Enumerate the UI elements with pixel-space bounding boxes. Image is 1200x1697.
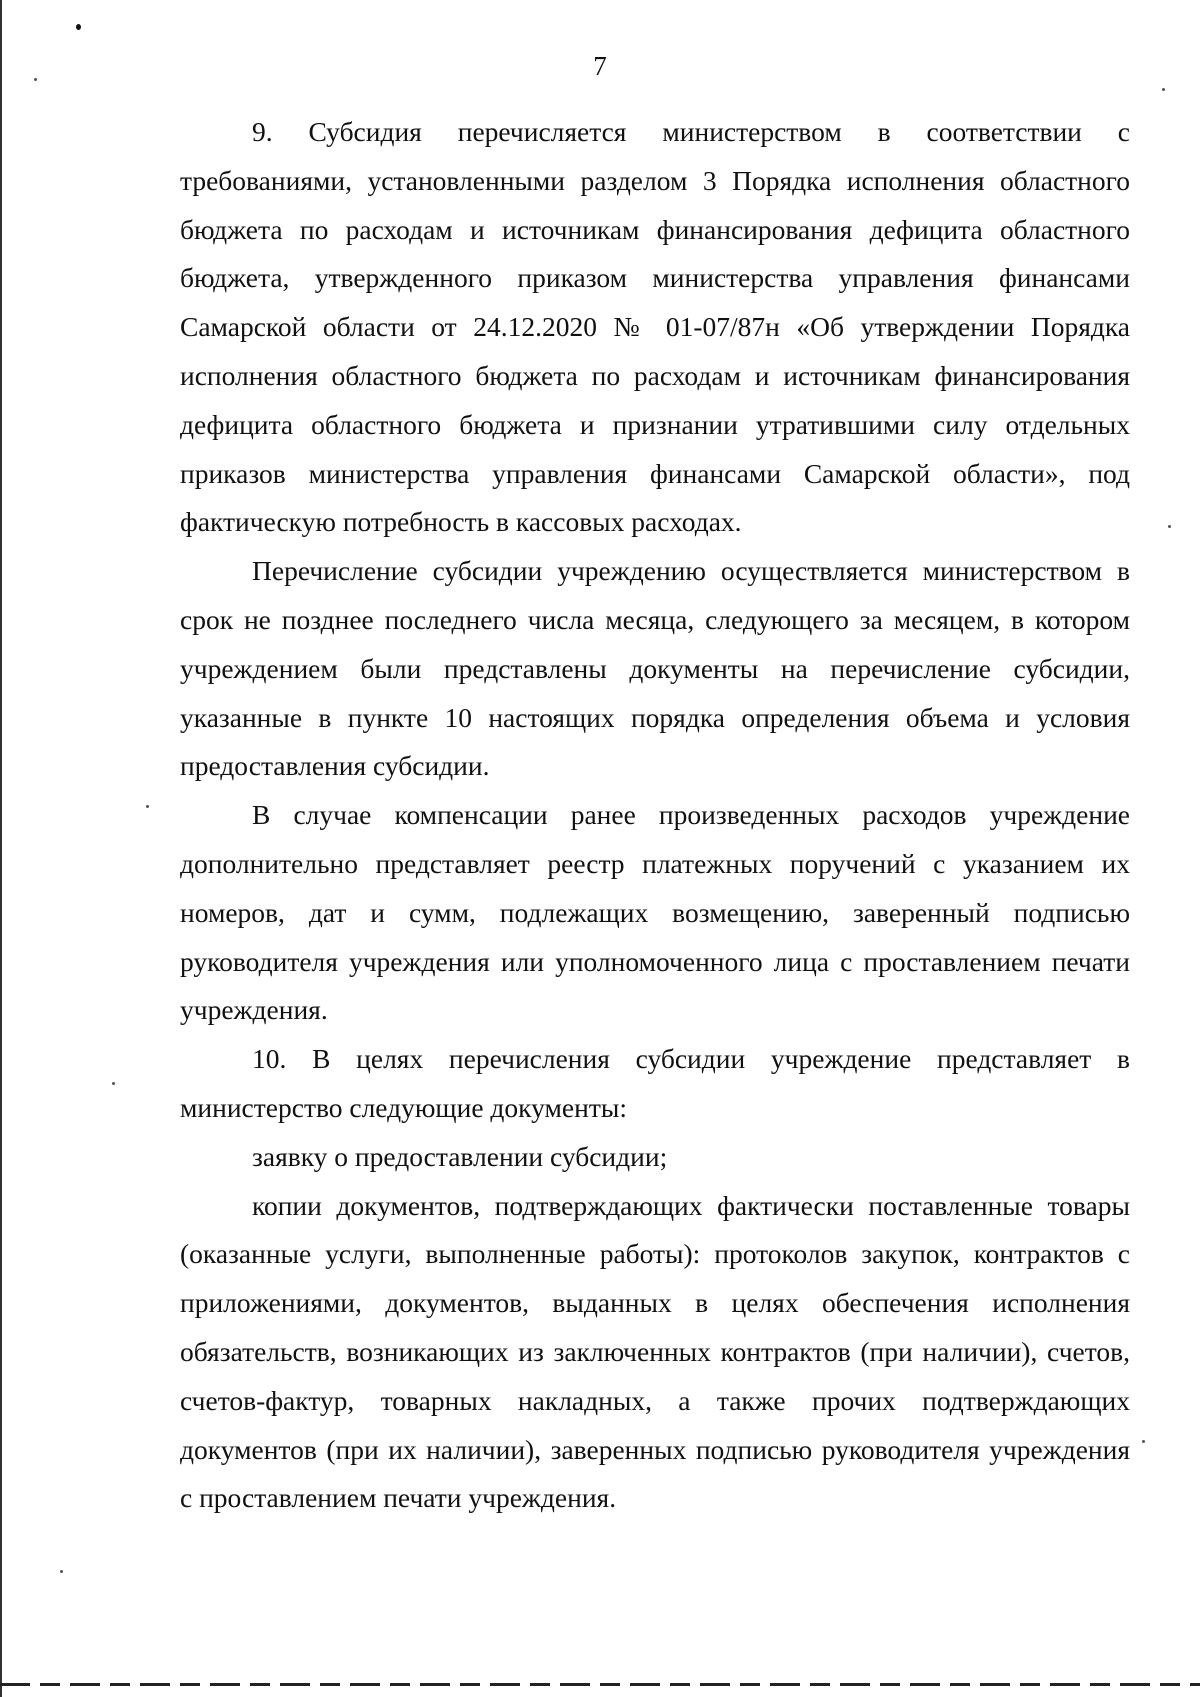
paragraph-document-copies: копии документов, подтверждающих фактически поставленные товары (оказанные услуги, выполненные работы): протоколов закупок, контрактов с приложениями, документов, выданных в целях обеспечения исполнения обязательств, возникающих из заключенных контрактов (при наличии), счетов, счетов-фактур, товарных накладных, а также прочих подтверждающих документов (при их наличии), заверенных подписью руководителя учреждения с проставлением печати учреждения. [180,1189,1130,1514]
scan-bottom-edge [0,1683,1200,1686]
paragraph-item-10: 10. В целях перечисления субсидии учреждение представляет в министерство следующие документы: [180,1043,1130,1123]
scan-edge-line [0,0,2,1697]
document-body [180,108,1130,1523]
paragraph-compensation: В случае компенсации ранее произведенных расходов учреждение дополнительно представляет реестр платежных поручений с указанием их номеров, дат и сумм, подлежащих возмещению, заверенный подписью руководителя учреждения или уполномоченного лица с проставлением печати учреждения. [180,799,1130,1026]
scan-speck [112,1082,115,1085]
scan-speck [1168,525,1171,528]
scan-speck [60,1570,63,1573]
paragraph-item-9: 9. Субсидия перечисляется министерством в соответствии с требованиями, установленными разделом 3 Порядка исполнения областного бюджета по расходам и источникам финансирования дефицита областного бюджета, утвержденного приказом министерства управления финансами Самарской области от 24.12.2020 № 01-07/87н «Об утверждении Порядка исполнения областного бюджета по расходам и источникам финансирования дефицита областного бюджета и признании утратившими силу отдельных приказов министерства управления финансами Самарской области», под фактическую потребность в кассовых расходах. [180,116,1130,538]
scan-speck [1142,1440,1145,1443]
scan-speck [76,24,81,30]
page-number: 7 [593,51,607,81]
paragraph-transfer-deadline: Перечисление субсидии учреждению осуществляется министерством в срок не позднее последнего числа месяца, следующего за месяцем, в котором учреждением были представлены документы на перечисление субсидии, указанные в пункте 10 настоящих порядка определения объема и условия предоставления субсидии. [180,555,1130,782]
scan-speck [146,805,149,808]
scan-speck [1162,88,1165,91]
paragraph-application: заявку о предоставлении субсидии; [252,1140,668,1172]
